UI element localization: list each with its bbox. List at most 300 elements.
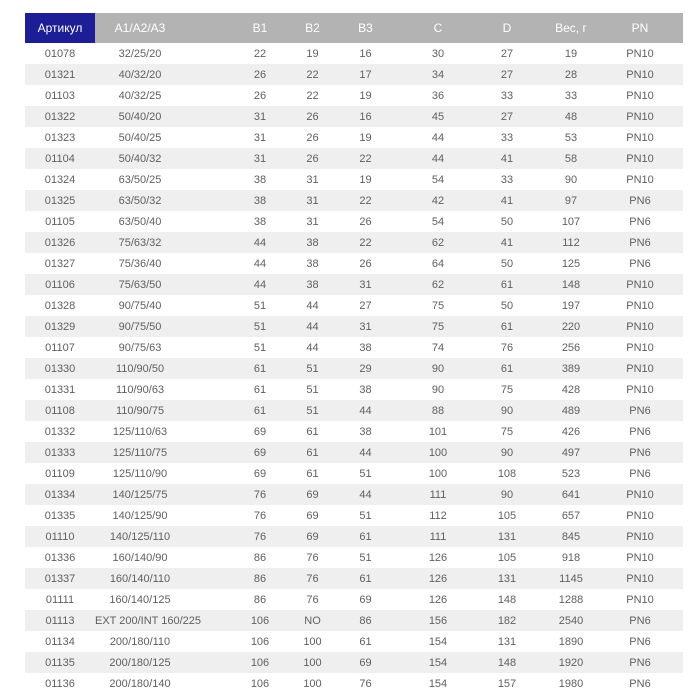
cell-b3: 22 <box>359 152 372 165</box>
cell-a1a2a3: EXT 200/INT 160/225 <box>95 614 201 627</box>
table-row-01136 <box>25 673 683 694</box>
cell-b3: 44 <box>359 446 372 459</box>
table-row-01331 <box>25 379 683 400</box>
cell-b2: 31 <box>306 173 319 186</box>
cell-d: 41 <box>500 236 514 249</box>
cell-b1: 61 <box>253 362 267 375</box>
cell-b1: 69 <box>253 467 267 480</box>
cell-pn: PN6 <box>629 446 651 459</box>
cell-b2: 22 <box>306 68 319 81</box>
cell-article: 01111 <box>45 593 75 606</box>
dimensions-spec-table <box>25 13 683 694</box>
cell-d: 90 <box>500 446 514 459</box>
cell-d: 33 <box>500 131 514 144</box>
cell-pn: PN10 <box>626 110 654 123</box>
cell-d: 50 <box>500 257 514 270</box>
table-row-01336 <box>25 547 683 568</box>
cell-b2: 26 <box>306 131 319 144</box>
cell-b2: 38 <box>306 236 319 249</box>
cell-c: 154 <box>428 677 448 690</box>
cell-pn: PN6 <box>629 656 651 669</box>
cell-article: 01323 <box>44 131 76 144</box>
table-row-01108 <box>25 400 683 421</box>
cell-weight: 48 <box>564 110 578 123</box>
cell-b3: 61 <box>359 530 372 543</box>
cell-pn: PN6 <box>629 677 651 690</box>
cell-d: 131 <box>497 530 517 543</box>
cell-article: 01329 <box>44 320 76 333</box>
cell-a1a2a3: 200/180/110 <box>109 635 171 648</box>
cell-b1: 86 <box>253 593 267 606</box>
cell-weight: 523 <box>561 467 581 480</box>
cell-d: 131 <box>497 572 517 585</box>
cell-pn: PN10 <box>626 362 654 375</box>
cell-b3: 38 <box>359 341 372 354</box>
cell-d: 27 <box>500 68 514 81</box>
cell-article: 01336 <box>44 551 76 564</box>
cell-article: 01332 <box>44 425 76 438</box>
cell-a1a2a3: 125/110/90 <box>112 467 168 480</box>
cell-b1: 38 <box>253 215 267 228</box>
header-row <box>25 13 683 43</box>
cell-article: 01321 <box>44 68 76 81</box>
cell-article: 01322 <box>44 110 76 123</box>
header-cell-c: C <box>392 13 484 43</box>
cell-b2: 22 <box>306 89 319 102</box>
cell-d: 61 <box>500 278 514 291</box>
cell-weight: 90 <box>564 173 578 186</box>
cell-c: 126 <box>428 551 448 564</box>
cell-a1a2a3: 63/50/40 <box>118 215 162 228</box>
cell-weight: 1890 <box>558 635 584 648</box>
cell-d: 50 <box>500 215 514 228</box>
cell-weight: 53 <box>564 131 578 144</box>
cell-b3: 69 <box>359 593 372 606</box>
cell-c: 90 <box>431 383 445 396</box>
cell-b2: 31 <box>306 215 319 228</box>
cell-b3: 16 <box>359 47 372 60</box>
header-cell-article: Артикул <box>25 13 95 43</box>
cell-c: 62 <box>431 236 445 249</box>
cell-c: 62 <box>431 278 445 291</box>
cell-b1: 86 <box>253 551 267 564</box>
cell-pn: PN10 <box>626 509 654 522</box>
cell-a1a2a3: 63/50/32 <box>118 194 162 207</box>
cell-b3: 69 <box>359 656 372 669</box>
cell-b3: 44 <box>359 488 372 501</box>
cell-c: 75 <box>431 320 445 333</box>
cell-b2: 100 <box>303 656 322 669</box>
cell-d: 75 <box>500 425 514 438</box>
cell-b2: 69 <box>306 530 319 543</box>
cell-b2: 19 <box>306 47 319 60</box>
cell-b2: 44 <box>306 320 319 333</box>
cell-a1a2a3: 50/40/20 <box>118 110 162 123</box>
header-cell-b1: B1 <box>234 13 286 43</box>
cell-weight: 220 <box>561 320 581 333</box>
cell-b3: 51 <box>359 467 372 480</box>
header-cell-b2: B2 <box>286 13 339 43</box>
table-row-01324 <box>25 169 683 190</box>
cell-b3: 31 <box>359 278 372 291</box>
cell-b2: 100 <box>303 635 322 648</box>
cell-pn: PN6 <box>629 194 651 207</box>
cell-weight: 1920 <box>558 656 584 669</box>
table-row-01330 <box>25 358 683 379</box>
cell-b2: 51 <box>306 404 319 417</box>
cell-b2: 100 <box>303 677 322 690</box>
cell-d: 27 <box>500 110 514 123</box>
cell-b3: 38 <box>359 425 372 438</box>
header-cell-a1a2a3: A1/A2/A3 <box>95 13 234 43</box>
cell-b3: 19 <box>359 173 372 186</box>
cell-b2: 61 <box>306 446 319 459</box>
cell-weight: 1288 <box>558 593 584 606</box>
cell-article: 01331 <box>44 383 76 396</box>
table-row-01327 <box>25 253 683 274</box>
cell-article: 01103 <box>45 89 75 102</box>
cell-a1a2a3: 200/180/140 <box>109 677 171 690</box>
cell-article: 01113 <box>45 614 75 627</box>
cell-b3: 26 <box>359 257 372 270</box>
table-row-01135 <box>25 652 683 673</box>
cell-pn: PN6 <box>629 614 651 627</box>
cell-c: 54 <box>431 173 445 186</box>
cell-pn: PN10 <box>626 278 654 291</box>
cell-b1: 26 <box>253 89 267 102</box>
cell-d: 105 <box>497 509 517 522</box>
cell-pn: PN6 <box>629 425 651 438</box>
cell-c: 100 <box>428 467 448 480</box>
cell-weight: 1980 <box>558 677 584 690</box>
cell-b1: 31 <box>253 152 267 165</box>
cell-a1a2a3: 50/40/25 <box>118 131 162 144</box>
cell-weight: 148 <box>561 278 581 291</box>
cell-b3: 22 <box>359 194 372 207</box>
cell-a1a2a3: 90/75/50 <box>118 320 162 333</box>
cell-article: 01337 <box>44 572 76 585</box>
cell-pn: PN10 <box>626 47 654 60</box>
cell-c: 44 <box>431 152 445 165</box>
cell-d: 157 <box>497 677 517 690</box>
table-row-01322 <box>25 106 683 127</box>
cell-c: 36 <box>431 89 445 102</box>
cell-d: 182 <box>497 614 517 627</box>
cell-a1a2a3: 63/50/25 <box>118 173 162 186</box>
cell-weight: 197 <box>561 299 581 312</box>
cell-d: 33 <box>500 173 514 186</box>
cell-article: 01134 <box>45 635 75 648</box>
cell-b1: 69 <box>253 446 267 459</box>
cell-pn: PN10 <box>626 593 654 606</box>
cell-b1: 106 <box>250 677 270 690</box>
cell-pn: PN6 <box>629 467 651 480</box>
cell-weight: 33 <box>564 89 578 102</box>
cell-article: 01333 <box>44 446 76 459</box>
cell-b1: 86 <box>253 572 267 585</box>
cell-d: 148 <box>497 656 517 669</box>
cell-b1: 22 <box>253 47 267 60</box>
cell-b1: 51 <box>253 320 267 333</box>
cell-article: 01327 <box>44 257 76 270</box>
cell-weight: 112 <box>562 236 580 249</box>
cell-b3: 17 <box>359 68 372 81</box>
cell-weight: 489 <box>561 404 581 417</box>
cell-article: 01136 <box>45 677 75 690</box>
cell-a1a2a3: 125/110/75 <box>112 446 168 459</box>
cell-article: 01330 <box>44 362 76 375</box>
cell-d: 41 <box>500 152 514 165</box>
table-row-01335 <box>25 505 683 526</box>
cell-b3: 44 <box>359 404 372 417</box>
cell-article: 01107 <box>45 341 75 354</box>
cell-b2: 44 <box>306 299 319 312</box>
cell-a1a2a3: 140/125/110 <box>109 530 171 543</box>
header-cell-pn: PN <box>612 13 683 43</box>
cell-c: 90 <box>431 362 445 375</box>
cell-b1: 31 <box>253 110 267 123</box>
cell-b3: 61 <box>359 572 372 585</box>
cell-b1: 69 <box>253 425 267 438</box>
cell-b2: 51 <box>306 383 319 396</box>
cell-article: 01334 <box>44 488 76 501</box>
cell-pn: PN10 <box>626 530 654 543</box>
cell-pn: PN6 <box>629 215 651 228</box>
cell-c: 30 <box>431 47 445 60</box>
cell-pn: PN10 <box>626 68 654 81</box>
cell-a1a2a3: 160/140/125 <box>109 593 171 606</box>
cell-d: 105 <box>497 551 517 564</box>
cell-b2: 76 <box>306 572 319 585</box>
cell-b1: 26 <box>253 68 267 81</box>
cell-article: 01106 <box>45 278 75 291</box>
cell-pn: PN6 <box>629 635 651 648</box>
cell-b2: 61 <box>306 425 319 438</box>
cell-a1a2a3: 90/75/40 <box>118 299 162 312</box>
cell-weight: 918 <box>561 551 581 564</box>
cell-b1: 31 <box>253 131 267 144</box>
cell-weight: 845 <box>561 530 581 543</box>
cell-a1a2a3: 110/90/75 <box>115 404 165 417</box>
cell-c: 111 <box>429 488 447 501</box>
cell-pn: PN10 <box>626 173 654 186</box>
cell-b2: 69 <box>306 488 319 501</box>
cell-b3: 61 <box>359 635 372 648</box>
cell-b2: NO <box>304 614 321 627</box>
cell-article: 01325 <box>44 194 76 207</box>
table-row-01111 <box>25 589 683 610</box>
table-row-01103 <box>25 85 683 106</box>
cell-a1a2a3: 75/36/40 <box>118 257 162 270</box>
table-header <box>25 13 683 43</box>
cell-pn: PN10 <box>626 299 654 312</box>
cell-article: 01109 <box>45 467 75 480</box>
cell-b1: 51 <box>253 341 267 354</box>
cell-pn: PN10 <box>626 320 654 333</box>
cell-pn: PN10 <box>626 131 654 144</box>
header-cell-weight: Вес, г <box>530 13 612 43</box>
table-body <box>25 43 683 694</box>
cell-b1: 38 <box>253 194 267 207</box>
cell-article: 01135 <box>45 656 75 669</box>
table-row-01332 <box>25 421 683 442</box>
table-row-01321 <box>25 64 683 85</box>
cell-weight: 389 <box>561 362 581 375</box>
header-cell-d: D <box>484 13 530 43</box>
cell-b3: 22 <box>359 236 372 249</box>
cell-b2: 61 <box>306 467 319 480</box>
cell-a1a2a3: 160/140/90 <box>112 551 168 564</box>
cell-b3: 86 <box>359 614 372 627</box>
cell-pn: PN10 <box>626 383 654 396</box>
cell-b1: 51 <box>253 299 267 312</box>
cell-article: 01328 <box>44 299 76 312</box>
cell-b1: 61 <box>253 404 267 417</box>
cell-a1a2a3: 32/25/20 <box>118 47 162 60</box>
table-row-01329 <box>25 316 683 337</box>
table-row-01134 <box>25 631 683 652</box>
cell-b2: 51 <box>306 362 319 375</box>
cell-b1: 76 <box>253 488 267 501</box>
cell-pn: PN6 <box>629 257 651 270</box>
cell-d: 33 <box>500 89 514 102</box>
cell-d: 27 <box>500 47 514 60</box>
cell-article: 01105 <box>45 215 75 228</box>
cell-article: 01110 <box>45 530 75 543</box>
cell-pn: PN10 <box>626 572 654 585</box>
cell-b1: 44 <box>253 257 267 270</box>
cell-b1: 106 <box>250 635 270 648</box>
cell-a1a2a3: 140/125/90 <box>112 509 168 522</box>
cell-b1: 44 <box>253 236 267 249</box>
cell-c: 156 <box>428 614 448 627</box>
cell-d: 61 <box>500 362 514 375</box>
cell-b2: 38 <box>306 278 319 291</box>
cell-d: 41 <box>500 194 514 207</box>
cell-b1: 61 <box>253 383 267 396</box>
cell-weight: 2540 <box>558 614 584 627</box>
cell-weight: 19 <box>564 47 578 60</box>
cell-d: 131 <box>497 635 517 648</box>
cell-pn: PN10 <box>626 551 654 564</box>
cell-d: 75 <box>500 383 514 396</box>
cell-c: 64 <box>431 257 445 270</box>
cell-d: 108 <box>497 467 517 480</box>
cell-article: 01104 <box>45 152 75 165</box>
cell-article: 01108 <box>45 404 75 417</box>
cell-d: 61 <box>500 320 514 333</box>
cell-pn: PN10 <box>626 152 654 165</box>
cell-b1: 44 <box>253 278 267 291</box>
cell-weight: 641 <box>561 488 581 501</box>
table-row-01334 <box>25 484 683 505</box>
table-row-01109 <box>25 463 683 484</box>
cell-a1a2a3: 40/32/25 <box>118 89 162 102</box>
cell-weight: 657 <box>561 509 581 522</box>
cell-article: 01078 <box>44 47 76 60</box>
cell-b2: 76 <box>306 593 319 606</box>
cell-weight: 1145 <box>559 572 583 585</box>
table-row-01326 <box>25 232 683 253</box>
cell-pn: PN6 <box>629 236 651 249</box>
cell-c: 34 <box>431 68 445 81</box>
cell-d: 90 <box>500 404 514 417</box>
cell-article: 01324 <box>44 173 76 186</box>
cell-a1a2a3: 110/90/50 <box>115 362 165 375</box>
cell-b1: 38 <box>253 173 267 186</box>
cell-b3: 16 <box>359 110 372 123</box>
cell-pn: PN10 <box>626 341 654 354</box>
cell-b2: 26 <box>306 152 319 165</box>
cell-weight: 97 <box>564 194 578 207</box>
cell-a1a2a3: 75/63/50 <box>118 278 162 291</box>
cell-b3: 38 <box>359 383 372 396</box>
cell-c: 100 <box>428 446 448 459</box>
cell-d: 76 <box>500 341 514 354</box>
cell-weight: 107 <box>561 215 581 228</box>
table-row-01328 <box>25 295 683 316</box>
cell-b3: 26 <box>359 215 372 228</box>
table-row-01105 <box>25 211 683 232</box>
cell-c: 112 <box>429 509 447 522</box>
table-row-01106 <box>25 274 683 295</box>
cell-c: 88 <box>431 404 445 417</box>
cell-c: 154 <box>428 635 448 648</box>
cell-d: 148 <box>497 593 517 606</box>
cell-weight: 256 <box>561 341 581 354</box>
cell-c: 111 <box>429 530 447 543</box>
cell-b3: 76 <box>359 677 372 690</box>
cell-article: 01335 <box>44 509 76 522</box>
cell-pn: PN10 <box>626 488 654 501</box>
cell-b3: 29 <box>359 362 372 375</box>
cell-c: 44 <box>431 131 445 144</box>
cell-a1a2a3: 140/125/75 <box>112 488 168 501</box>
cell-a1a2a3: 50/40/32 <box>118 152 162 165</box>
table-row-01325 <box>25 190 683 211</box>
cell-c: 42 <box>431 194 445 207</box>
cell-b2: 69 <box>306 509 319 522</box>
cell-c: 126 <box>428 572 448 585</box>
cell-b2: 26 <box>306 110 319 123</box>
cell-c: 75 <box>431 299 445 312</box>
cell-c: 101 <box>428 425 448 438</box>
cell-a1a2a3: 75/63/32 <box>118 236 162 249</box>
cell-b1: 106 <box>250 656 270 669</box>
cell-a1a2a3: 125/110/63 <box>112 425 168 438</box>
cell-a1a2a3: 90/75/63 <box>118 341 162 354</box>
cell-weight: 497 <box>561 446 581 459</box>
cell-b3: 19 <box>359 89 372 102</box>
cell-b3: 51 <box>359 551 372 564</box>
cell-a1a2a3: 110/90/63 <box>115 383 165 396</box>
cell-c: 126 <box>428 593 448 606</box>
cell-weight: 125 <box>561 257 581 270</box>
cell-article: 01326 <box>44 236 76 249</box>
cell-pn: PN10 <box>626 89 654 102</box>
table-row-01323 <box>25 127 683 148</box>
cell-b1: 106 <box>250 614 270 627</box>
cell-b2: 44 <box>306 341 319 354</box>
cell-b2: 76 <box>306 551 319 564</box>
cell-c: 154 <box>428 656 448 669</box>
cell-pn: PN6 <box>629 404 651 417</box>
cell-b1: 76 <box>253 530 267 543</box>
cell-c: 45 <box>431 110 445 123</box>
cell-d: 50 <box>500 299 514 312</box>
cell-weight: 28 <box>564 68 578 81</box>
cell-weight: 58 <box>564 152 578 165</box>
